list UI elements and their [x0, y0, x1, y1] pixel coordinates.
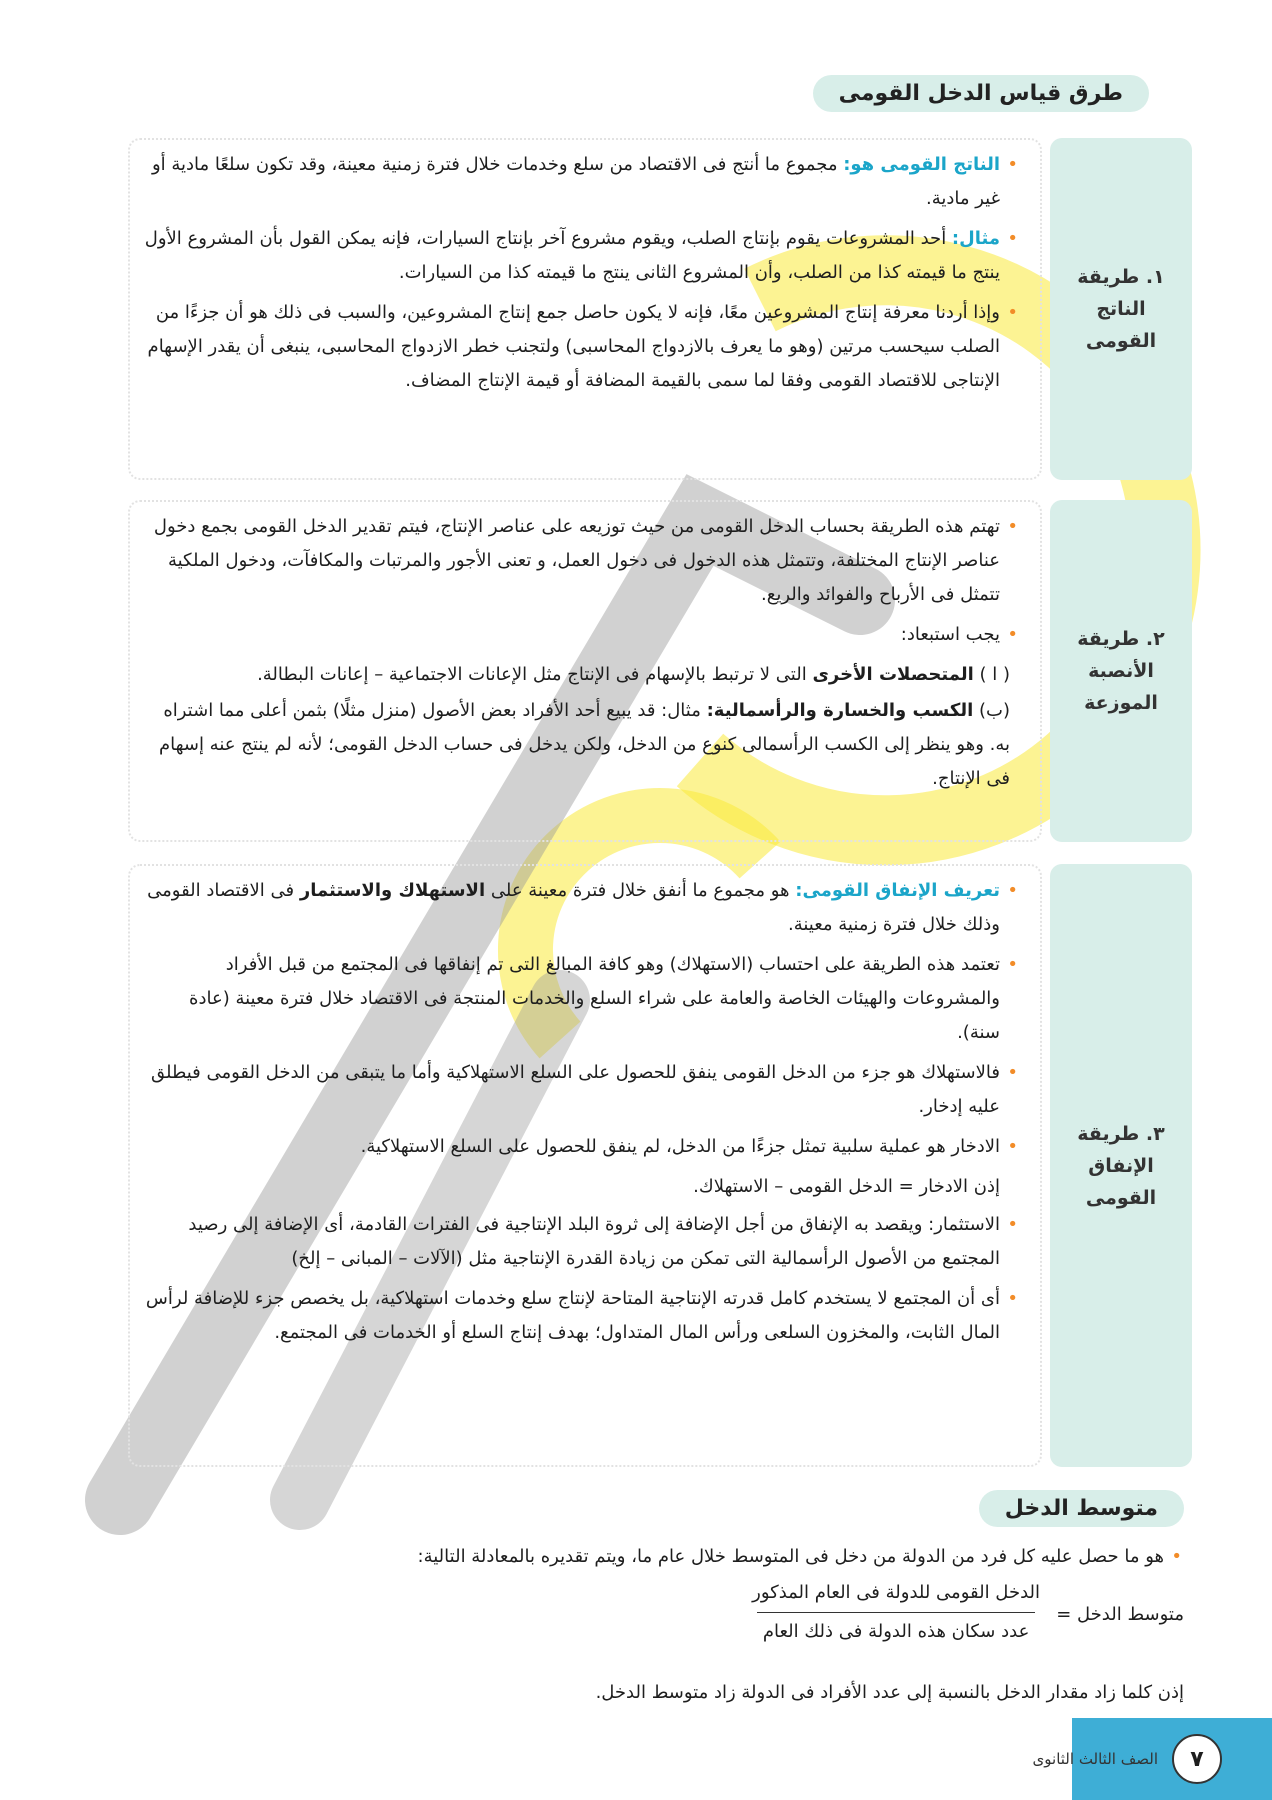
method-label: ٢. طريقة الأنصبة الموزعة	[1077, 628, 1165, 714]
formula-denominator: عدد سكان هذه الدولة فى ذلك العام	[757, 1612, 1035, 1645]
bullet-item	[144, 296, 1020, 398]
method-box	[1050, 138, 1192, 480]
bullet-item: • تهتم هذه الطريقة بحساب الدخل القومى من حيث توزيعه على عناصر الإنتاج، فيتم تقدير الدخل القومى بجمع دخول عناصر الإنتاج المختلفة، وتتمثل هذه الدخول فى دخول العمل، و تعنى الأجور والمرتبات والمكافآت، ودخول الملكية تتمثل فى الأرباح والفوائد والريع.	[144, 510, 1020, 612]
bullet-text: مجموع ما أنتج فى الاقتصاد من سلع وخدمات خلال فترة زمنية معينة، وقد تكون سلعًا مادية أو غير مادية.	[151, 154, 1000, 209]
bullet-item: • هو ما حصل عليه كل فرد من الدولة من دخل فى المتوسط خلال عام ما، ويتم تقديره بالمعادلة التالية:	[90, 1540, 1184, 1574]
bullet-item	[144, 874, 1020, 942]
sub-item-b	[144, 694, 1020, 796]
page-number: ٧	[1172, 1734, 1222, 1784]
method-row-national-expenditure	[128, 864, 1192, 1467]
term-label: مثال:	[951, 228, 1000, 249]
bullet-item: • أى أن المجتمع لا يستخدم كامل قدرته الإنتاجية المتاحة لإنتاج سلع وخدمات استهلاكية، بل يخصص جزء للإضافة لرأس المال الثابت، والمخزون السلعى ورأس المال المتداول؛ بهدف إنتاج السلع أو الخدمات فى المجتمع.	[144, 1282, 1020, 1350]
method-label: ٣. طريقة الإنفاق القومى	[1077, 1122, 1165, 1209]
bullet-item	[144, 148, 1020, 216]
method-label: ١. طريقة الناتج القومى	[1077, 266, 1165, 352]
formula-lhs: متوسط الدخل =	[1056, 1604, 1184, 1625]
sub-marker: ( ا )	[979, 664, 1010, 685]
average-income-section	[90, 1540, 1184, 1710]
formula-numerator: الدخل القومى للدولة فى العام المذكور	[752, 1582, 1040, 1603]
bullet-text: وإذا أردنا معرفة إنتاج المشروعين معًا، فإنه لا يكون حاصل جمع إنتاج المشروعين، والسبب فى ذلك هو أن جزءًا من الصلب سيحسب مرتين (وهو ما يعرف بالازدواج المحاسبى) ولتجنب خطر الازدواج المحاسبى، ينبغى أن يقدر الإسهام الإنتاجى للاقتصاد القومى وفقا لما سمى بالقيمة المضافة أو قيمة الإنتاج المضاف.	[147, 302, 1000, 391]
page-footer	[1033, 1734, 1222, 1784]
method-box	[1050, 864, 1192, 1467]
sub-item-a	[144, 658, 1020, 692]
bullet-text: أحد المشروعات يقوم بإنتاج الصلب، ويقوم مشروع آخر بإنتاج السيارات، فإنه يمكن القول بأن المشروع الأول ينتج ما قيمته كذا من الصلب، وأن المشروع الثانى ينتج ما قيمته كذا من السيارات.	[144, 228, 1000, 283]
bullet-item: • الادخار هو عملية سلبية تمثل جزءًا من الدخل، لم ينفق للحصول على السلع الاستهلاكية.	[144, 1130, 1020, 1164]
method-description	[128, 138, 1042, 480]
bold-text: الاستهلاك والاستثمار	[299, 880, 486, 901]
section-title-average-income: متوسط الدخل	[979, 1490, 1184, 1527]
bullet-text: هو مجموع ما أنفق خلال فترة معينة على	[485, 880, 796, 901]
bullet-item: • تعتمد هذه الطريقة على احتساب (الاستهلاك) وهو كافة المبالغ التى تم إنفاقها فى المجتمع من قبل الأفراد والمشروعات والهيئات الخاصة والعامة على شراء السلع والخدمات المنتجة فى الاقتصاد خلال فترة معينة (عادة سنة).	[144, 948, 1020, 1050]
bullet-item: • الاستثمار: ويقصد به الإنفاق من أجل الإضافة إلى ثروة البلد الإنتاجية فى الفترات القادمة، أى الإضافة إلى رصيد المجتمع من الأصول الرأسمالية التى تمكن من زيادة القدرة الإنتاجية مثل (الآلات – المبانى – إلخ)	[144, 1208, 1020, 1276]
method-description	[128, 864, 1042, 1467]
sub-bold: المتحصلات الأخرى	[812, 664, 974, 685]
method-box	[1050, 500, 1192, 842]
sub-text: مثال: قد يبيع أحد الأفراد بعض الأصول (منزل مثلًا) بثمن أعلى مما اشتراه به. وهو ينظر إلى الكسب الرأسمالى كنوع من الدخل، ولكن يدخل فى حساب الدخل القومى؛ لأنه لم ينتج عنه إسهام فى الإنتاج.	[158, 700, 1010, 789]
savings-equation: إذن الادخار = الدخل القومى – الاستهلاك.	[693, 1176, 1000, 1197]
conclusion-text: إذن كلما زاد مقدار الدخل بالنسبة إلى عدد الأفراد فى الدولة زاد متوسط الدخل.	[595, 1682, 1184, 1703]
term-label: تعريف الإنفاق القومى:	[795, 880, 1000, 901]
method-row-national-product	[128, 138, 1192, 480]
method-row-distributed-shares	[128, 500, 1192, 842]
formula-fraction	[746, 1580, 1046, 1645]
sub-text: التى لا ترتبط بالإسهام فى الإنتاج مثل الإعانات الاجتماعية – إعانات البطالة.	[257, 664, 813, 685]
average-income-formula	[90, 1580, 1184, 1660]
bullet-text: فى الاقتصاد القومى وذلك خلال فترة زمنية معينة.	[147, 880, 1000, 935]
bullet-item	[144, 222, 1020, 290]
sub-marker: (ب)	[979, 700, 1010, 721]
grade-label: الصف الثالث الثانوى	[1032, 1750, 1158, 1768]
bullet-item: • يجب استبعاد:	[144, 618, 1020, 652]
term-label: الناتج القومى هو:	[843, 154, 1000, 175]
bullet-item: • فالاستهلاك هو جزء من الدخل القومى ينفق للحصول على السلع الاستهلاكية وأما ما يتبقى من الدخل القومى فيطلق عليه إدخار.	[144, 1056, 1020, 1124]
method-description	[128, 500, 1042, 842]
sub-bold: الكسب والخسارة والرأسمالية:	[706, 700, 974, 721]
section-title-measurement: طرق قياس الدخل القومى	[813, 75, 1149, 112]
